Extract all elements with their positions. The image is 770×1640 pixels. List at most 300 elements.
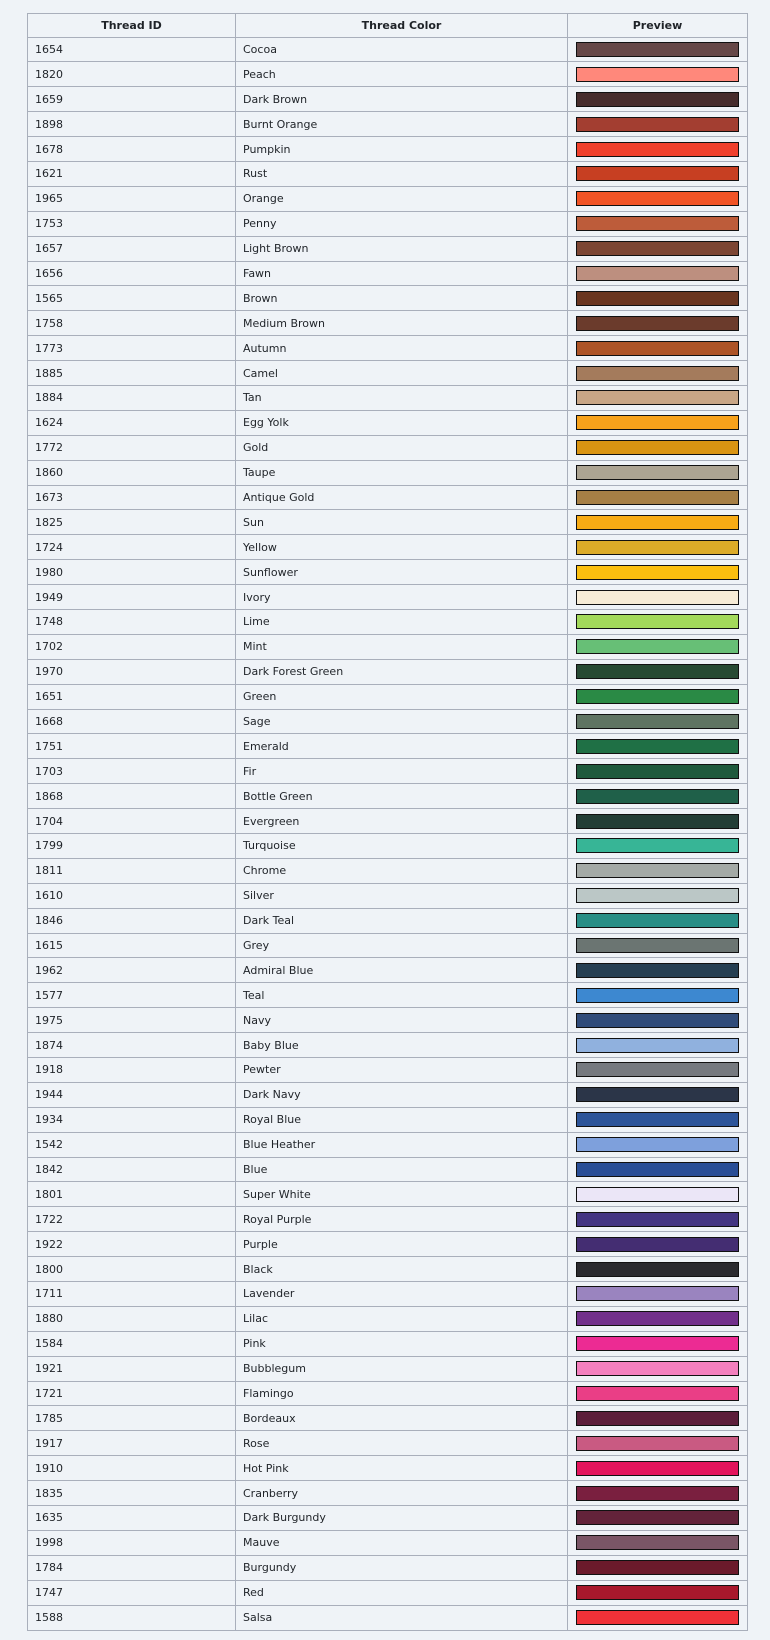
preview-cell	[568, 1207, 748, 1232]
table-row	[28, 834, 748, 859]
thread-color-name-cell: Cocoa	[236, 37, 568, 62]
color-swatch	[576, 1361, 739, 1376]
table-row	[28, 1356, 748, 1381]
thread-id-cell: 1846	[28, 908, 236, 933]
thread-id-cell: 1801	[28, 1182, 236, 1207]
thread-id-cell: 1880	[28, 1306, 236, 1331]
thread-id-cell: 1758	[28, 311, 236, 336]
thread-id-cell: 1678	[28, 137, 236, 162]
preview-cell	[568, 1232, 748, 1257]
preview-cell	[568, 62, 748, 87]
preview-cell	[568, 460, 748, 485]
thread-color-name-cell: Fir	[236, 759, 568, 784]
preview-cell	[568, 1506, 748, 1531]
table-row	[28, 385, 748, 410]
thread-id-cell: 1944	[28, 1082, 236, 1107]
table-row	[28, 485, 748, 510]
color-swatch	[576, 1112, 739, 1127]
thread-id-cell: 1898	[28, 112, 236, 137]
table-row	[28, 1306, 748, 1331]
color-swatch	[576, 1062, 739, 1077]
preview-cell	[568, 137, 748, 162]
preview-cell	[568, 634, 748, 659]
table-row	[28, 1530, 748, 1555]
table-row	[28, 609, 748, 634]
thread-id-cell: 1860	[28, 460, 236, 485]
thread-id-cell: 1934	[28, 1107, 236, 1132]
color-swatch	[576, 1510, 739, 1525]
color-swatch	[576, 1411, 739, 1426]
preview-cell	[568, 1555, 748, 1580]
thread-color-name-cell: Camel	[236, 361, 568, 386]
table-row	[28, 908, 748, 933]
preview-cell	[568, 1356, 748, 1381]
table-row	[28, 336, 748, 361]
preview-cell	[568, 560, 748, 585]
color-swatch	[576, 590, 739, 605]
preview-cell	[568, 361, 748, 386]
preview-cell	[568, 510, 748, 535]
thread-color-name-cell: Chrome	[236, 858, 568, 883]
preview-cell	[568, 1282, 748, 1307]
color-swatch	[576, 838, 739, 853]
thread-id-cell: 1702	[28, 634, 236, 659]
thread-color-name-cell: Fawn	[236, 261, 568, 286]
thread-color-name-cell: Royal Blue	[236, 1107, 568, 1132]
table-row	[28, 1058, 748, 1083]
thread-color-name-cell: Taupe	[236, 460, 568, 485]
thread-id-cell: 1800	[28, 1257, 236, 1282]
thread-color-name-cell: Yellow	[236, 535, 568, 560]
color-swatch	[576, 963, 739, 978]
table-row	[28, 37, 748, 62]
color-swatch	[576, 1535, 739, 1550]
table-row	[28, 1132, 748, 1157]
color-swatch	[576, 42, 739, 57]
preview-cell	[568, 659, 748, 684]
thread-id-cell: 1921	[28, 1356, 236, 1381]
header-thread-id: Thread ID	[28, 14, 236, 38]
table-row	[28, 1282, 748, 1307]
thread-id-cell: 1820	[28, 62, 236, 87]
preview-cell	[568, 410, 748, 435]
thread-id-cell: 1962	[28, 958, 236, 983]
preview-cell	[568, 1132, 748, 1157]
table-row	[28, 1182, 748, 1207]
preview-cell	[568, 1431, 748, 1456]
table-row	[28, 410, 748, 435]
thread-color-name-cell: Mauve	[236, 1530, 568, 1555]
preview-cell	[568, 1157, 748, 1182]
thread-color-name-cell: Ivory	[236, 585, 568, 610]
thread-id-cell: 1835	[28, 1481, 236, 1506]
thread-id-cell: 1784	[28, 1555, 236, 1580]
preview-cell	[568, 87, 748, 112]
thread-color-name-cell: Tan	[236, 385, 568, 410]
table-row	[28, 1605, 748, 1630]
thread-id-cell: 1811	[28, 858, 236, 883]
color-swatch	[576, 1286, 739, 1301]
color-swatch	[576, 67, 739, 82]
color-swatch	[576, 440, 739, 455]
table-row	[28, 784, 748, 809]
thread-color-name-cell: Red	[236, 1580, 568, 1605]
thread-color-name-cell: Pink	[236, 1331, 568, 1356]
color-swatch	[576, 1087, 739, 1102]
preview-cell	[568, 211, 748, 236]
table-row	[28, 435, 748, 460]
color-swatch	[576, 341, 739, 356]
preview-cell	[568, 261, 748, 286]
thread-id-cell: 1747	[28, 1580, 236, 1605]
color-swatch	[576, 540, 739, 555]
thread-id-cell: 1910	[28, 1456, 236, 1481]
preview-cell	[568, 535, 748, 560]
preview-cell	[568, 834, 748, 859]
table-row	[28, 510, 748, 535]
thread-color-name-cell: Rose	[236, 1431, 568, 1456]
thread-color-table-container	[27, 13, 747, 1631]
thread-color-name-cell: Baby Blue	[236, 1033, 568, 1058]
color-swatch	[576, 465, 739, 480]
thread-id-cell: 1659	[28, 87, 236, 112]
table-row	[28, 112, 748, 137]
color-swatch	[576, 415, 739, 430]
table-row	[28, 958, 748, 983]
color-swatch	[576, 241, 739, 256]
thread-color-name-cell: Dark Brown	[236, 87, 568, 112]
table-row	[28, 137, 748, 162]
table-row	[28, 858, 748, 883]
preview-cell	[568, 958, 748, 983]
thread-id-cell: 1624	[28, 410, 236, 435]
color-swatch	[576, 291, 739, 306]
preview-cell	[568, 112, 748, 137]
preview-cell	[568, 311, 748, 336]
thread-color-name-cell: Mint	[236, 634, 568, 659]
table-row	[28, 1207, 748, 1232]
table-row	[28, 1506, 748, 1531]
thread-id-cell: 1724	[28, 535, 236, 560]
table-row	[28, 734, 748, 759]
preview-cell	[568, 684, 748, 709]
preview-cell	[568, 585, 748, 610]
thread-color-name-cell: Blue	[236, 1157, 568, 1182]
table-row	[28, 1008, 748, 1033]
thread-id-cell: 1615	[28, 933, 236, 958]
thread-color-name-cell: Rust	[236, 161, 568, 186]
color-swatch	[576, 1386, 739, 1401]
thread-color-name-cell: Dark Navy	[236, 1082, 568, 1107]
thread-color-name-cell: Sunflower	[236, 560, 568, 585]
table-row	[28, 759, 748, 784]
thread-color-name-cell: Medium Brown	[236, 311, 568, 336]
table-row	[28, 1481, 748, 1506]
color-swatch	[576, 714, 739, 729]
preview-cell	[568, 485, 748, 510]
thread-id-cell: 1654	[28, 37, 236, 62]
table-row	[28, 186, 748, 211]
color-swatch	[576, 390, 739, 405]
color-swatch	[576, 1436, 739, 1451]
thread-color-name-cell: Emerald	[236, 734, 568, 759]
thread-color-name-cell: Admiral Blue	[236, 958, 568, 983]
table-row	[28, 1381, 748, 1406]
thread-id-cell: 1711	[28, 1282, 236, 1307]
thread-color-name-cell: Salsa	[236, 1605, 568, 1630]
table-row	[28, 1555, 748, 1580]
table-row	[28, 311, 748, 336]
table-row	[28, 1406, 748, 1431]
table-row	[28, 809, 748, 834]
table-header	[28, 14, 748, 38]
table-row	[28, 709, 748, 734]
table-row	[28, 1107, 748, 1132]
thread-id-cell: 1542	[28, 1132, 236, 1157]
thread-color-name-cell: Dark Forest Green	[236, 659, 568, 684]
color-swatch	[576, 1610, 739, 1625]
thread-color-name-cell: Turquoise	[236, 834, 568, 859]
color-swatch	[576, 739, 739, 754]
thread-color-name-cell: Bottle Green	[236, 784, 568, 809]
thread-color-name-cell: Lime	[236, 609, 568, 634]
thread-id-cell: 1799	[28, 834, 236, 859]
table-row	[28, 1232, 748, 1257]
thread-color-name-cell: Burnt Orange	[236, 112, 568, 137]
color-swatch	[576, 366, 739, 381]
preview-cell	[568, 236, 748, 261]
header-thread-color: Thread Color	[236, 14, 568, 38]
thread-color-name-cell: Sun	[236, 510, 568, 535]
color-swatch	[576, 988, 739, 1003]
table-row	[28, 1331, 748, 1356]
thread-color-name-cell: Navy	[236, 1008, 568, 1033]
preview-cell	[568, 1306, 748, 1331]
table-row	[28, 684, 748, 709]
table-row	[28, 1033, 748, 1058]
thread-color-name-cell: Gold	[236, 435, 568, 460]
table-row	[28, 62, 748, 87]
preview-cell	[568, 1406, 748, 1431]
table-row	[28, 1580, 748, 1605]
preview-cell	[568, 933, 748, 958]
color-swatch	[576, 814, 739, 829]
color-swatch	[576, 1461, 739, 1476]
preview-cell	[568, 734, 748, 759]
thread-id-cell: 1668	[28, 709, 236, 734]
thread-id-cell: 1748	[28, 609, 236, 634]
thread-id-cell: 1868	[28, 784, 236, 809]
color-swatch	[576, 1162, 739, 1177]
thread-color-name-cell: Pumpkin	[236, 137, 568, 162]
thread-color-name-cell: Light Brown	[236, 236, 568, 261]
thread-id-cell: 1565	[28, 286, 236, 311]
thread-id-cell: 1577	[28, 983, 236, 1008]
thread-color-name-cell: Evergreen	[236, 809, 568, 834]
thread-color-table	[27, 13, 748, 1631]
thread-id-cell: 1917	[28, 1431, 236, 1456]
table-row	[28, 585, 748, 610]
thread-color-name-cell: Antique Gold	[236, 485, 568, 510]
color-swatch	[576, 515, 739, 530]
thread-color-name-cell: Sage	[236, 709, 568, 734]
table-row	[28, 659, 748, 684]
thread-id-cell: 1722	[28, 1207, 236, 1232]
preview-cell	[568, 1381, 748, 1406]
header-preview: Preview	[568, 14, 748, 38]
preview-cell	[568, 709, 748, 734]
preview-cell	[568, 1456, 748, 1481]
color-swatch	[576, 216, 739, 231]
preview-cell	[568, 1481, 748, 1506]
thread-color-name-cell: Orange	[236, 186, 568, 211]
color-swatch	[576, 614, 739, 629]
thread-color-name-cell: Royal Purple	[236, 1207, 568, 1232]
color-swatch	[576, 888, 739, 903]
color-swatch	[576, 863, 739, 878]
preview-cell	[568, 908, 748, 933]
color-swatch	[576, 764, 739, 779]
thread-id-cell: 1884	[28, 385, 236, 410]
color-swatch	[576, 1212, 739, 1227]
thread-id-cell: 1965	[28, 186, 236, 211]
table-row	[28, 460, 748, 485]
table-row	[28, 1257, 748, 1282]
color-swatch	[576, 664, 739, 679]
preview-cell	[568, 1605, 748, 1630]
color-swatch	[576, 565, 739, 580]
thread-color-name-cell: Hot Pink	[236, 1456, 568, 1481]
preview-cell	[568, 336, 748, 361]
thread-id-cell: 1751	[28, 734, 236, 759]
preview-cell	[568, 1082, 748, 1107]
table-row	[28, 1456, 748, 1481]
thread-color-name-cell: Dark Teal	[236, 908, 568, 933]
preview-cell	[568, 1033, 748, 1058]
thread-color-name-cell: Blue Heather	[236, 1132, 568, 1157]
color-swatch	[576, 490, 739, 505]
thread-color-name-cell: Burgundy	[236, 1555, 568, 1580]
preview-cell	[568, 186, 748, 211]
table-row	[28, 1082, 748, 1107]
thread-id-cell: 1949	[28, 585, 236, 610]
thread-id-cell: 1703	[28, 759, 236, 784]
thread-id-cell: 1970	[28, 659, 236, 684]
thread-id-cell: 1753	[28, 211, 236, 236]
table-row	[28, 211, 748, 236]
table-row	[28, 634, 748, 659]
thread-color-name-cell: Teal	[236, 983, 568, 1008]
preview-cell	[568, 1182, 748, 1207]
color-swatch	[576, 1137, 739, 1152]
color-swatch	[576, 166, 739, 181]
thread-color-name-cell: Egg Yolk	[236, 410, 568, 435]
thread-id-cell: 1874	[28, 1033, 236, 1058]
thread-color-name-cell: Penny	[236, 211, 568, 236]
preview-cell	[568, 1530, 748, 1555]
table-row	[28, 236, 748, 261]
color-swatch	[576, 1237, 739, 1252]
thread-color-name-cell: Super White	[236, 1182, 568, 1207]
thread-color-name-cell: Bordeaux	[236, 1406, 568, 1431]
table-body	[28, 37, 748, 1630]
thread-color-name-cell: Lilac	[236, 1306, 568, 1331]
color-swatch	[576, 639, 739, 654]
color-swatch	[576, 789, 739, 804]
table-row	[28, 883, 748, 908]
preview-cell	[568, 759, 748, 784]
thread-id-cell: 1635	[28, 1506, 236, 1531]
table-row	[28, 983, 748, 1008]
color-swatch	[576, 1013, 739, 1028]
color-swatch	[576, 266, 739, 281]
preview-cell	[568, 883, 748, 908]
thread-id-cell: 1842	[28, 1157, 236, 1182]
thread-color-name-cell: Brown	[236, 286, 568, 311]
color-swatch	[576, 142, 739, 157]
header-row	[28, 14, 748, 38]
preview-cell	[568, 1058, 748, 1083]
color-swatch	[576, 938, 739, 953]
thread-id-cell: 1721	[28, 1381, 236, 1406]
preview-cell	[568, 1107, 748, 1132]
preview-cell	[568, 1331, 748, 1356]
thread-id-cell: 1704	[28, 809, 236, 834]
thread-id-cell: 1651	[28, 684, 236, 709]
thread-id-cell: 1885	[28, 361, 236, 386]
table-row	[28, 933, 748, 958]
color-swatch	[576, 689, 739, 704]
thread-id-cell: 1588	[28, 1605, 236, 1630]
preview-cell	[568, 809, 748, 834]
color-swatch	[576, 913, 739, 928]
preview-cell	[568, 1008, 748, 1033]
preview-cell	[568, 161, 748, 186]
preview-cell	[568, 858, 748, 883]
color-swatch	[576, 1262, 739, 1277]
preview-cell	[568, 385, 748, 410]
color-swatch	[576, 191, 739, 206]
preview-cell	[568, 1580, 748, 1605]
color-swatch	[576, 92, 739, 107]
thread-id-cell: 1998	[28, 1530, 236, 1555]
thread-color-name-cell: Bubblegum	[236, 1356, 568, 1381]
thread-color-name-cell: Lavender	[236, 1282, 568, 1307]
thread-id-cell: 1980	[28, 560, 236, 585]
preview-cell	[568, 1257, 748, 1282]
color-swatch	[576, 117, 739, 132]
thread-id-cell: 1772	[28, 435, 236, 460]
color-swatch	[576, 1187, 739, 1202]
table-row	[28, 535, 748, 560]
color-swatch	[576, 1486, 739, 1501]
table-row	[28, 1431, 748, 1456]
thread-color-name-cell: Flamingo	[236, 1381, 568, 1406]
color-swatch	[576, 1560, 739, 1575]
thread-color-name-cell: Pewter	[236, 1058, 568, 1083]
table-row	[28, 261, 748, 286]
preview-cell	[568, 286, 748, 311]
thread-color-name-cell: Cranberry	[236, 1481, 568, 1506]
thread-color-name-cell: Black	[236, 1257, 568, 1282]
thread-id-cell: 1673	[28, 485, 236, 510]
thread-id-cell: 1773	[28, 336, 236, 361]
thread-id-cell: 1975	[28, 1008, 236, 1033]
color-swatch	[576, 1311, 739, 1326]
preview-cell	[568, 784, 748, 809]
thread-id-cell: 1610	[28, 883, 236, 908]
thread-id-cell: 1825	[28, 510, 236, 535]
